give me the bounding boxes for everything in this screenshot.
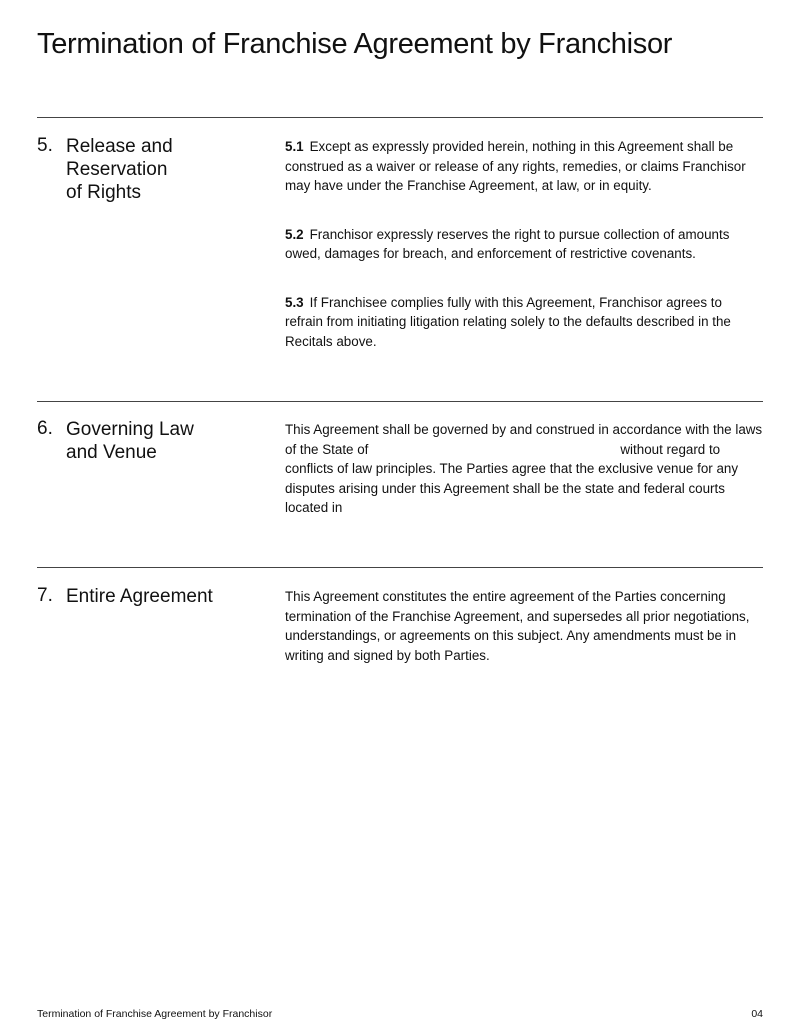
body-text: termination of the Franchise Agreement, and supersedes all prior negotiations, (285, 608, 750, 624)
clause-text: refrain from initiating litigation relating solely to the defaults described in the (285, 314, 731, 329)
clause-number: 5.3 (285, 294, 304, 310)
body-text: of the State of (285, 441, 369, 457)
clause-text: construed as a waiver or release of any rights, remedies, or claims Franchisor (285, 158, 746, 174)
body-text: conflicts of law principles. The Parties agree that the exclusive venue for any (285, 461, 739, 476)
clause-text: Except as expressly provided herein, nothing in this Agreement shall be (309, 139, 734, 154)
section-title-line: Governing Law (66, 419, 194, 440)
clause-text: If Franchisee complies fully with this Agreement, Franchisor agrees to (309, 294, 722, 310)
page-number: 04 (751, 1008, 763, 1020)
clause-5-3 (285, 293, 765, 352)
section-number: 6. (37, 418, 53, 439)
section-divider (37, 117, 763, 118)
clause-number: 5.2 (285, 226, 304, 242)
clause-text: may have under the Franchise Agreement, at law, or in equity. (285, 178, 652, 193)
section-title (66, 585, 213, 608)
section-body (285, 137, 765, 380)
body-text: understandings, or agreements on this subject. Any amendments must be in (285, 628, 737, 643)
section-title-line: and Venue (66, 442, 157, 463)
section-number: 5. (37, 135, 53, 156)
section-body (285, 587, 765, 665)
section-title-line: Reservation (66, 159, 168, 180)
clause-number: 5.1 (285, 139, 304, 154)
section-divider (37, 401, 763, 402)
clause-5-1 (285, 137, 765, 196)
clause-5-2 (285, 225, 765, 264)
section-title-line: Entire Agreement (66, 586, 213, 607)
body-text: This Agreement shall be governed by and construed in accordance with the laws (285, 422, 763, 437)
body-text: without regard to (620, 441, 721, 457)
section-number: 7. (37, 585, 53, 606)
footer-title: Termination of Franchise Agreement by Franchisor (37, 1008, 273, 1020)
body-text: writing and signed by both Parties. (285, 647, 490, 663)
document-title: Termination of Franchise Agreement by Franchisor (37, 28, 673, 60)
section-title (66, 135, 173, 204)
clause-text: owed, damages for breach, and enforcement of restrictive covenants. (285, 246, 696, 261)
body-text: disputes arising under this Agreement shall be the state and federal courts (285, 480, 725, 496)
section-divider (37, 567, 763, 568)
section-body (285, 420, 765, 518)
clause-text: Recitals above. (285, 333, 377, 349)
clause-text: Franchisor expressly reserves the right to pursue collection of amounts (309, 226, 730, 242)
section-title-line: Release and (66, 136, 173, 157)
section-title (66, 418, 194, 464)
section-title-line: of Rights (66, 182, 141, 203)
body-text: This Agreement constitutes the entire agreement of the Parties concerning (285, 589, 726, 604)
body-text: located in (285, 500, 343, 515)
